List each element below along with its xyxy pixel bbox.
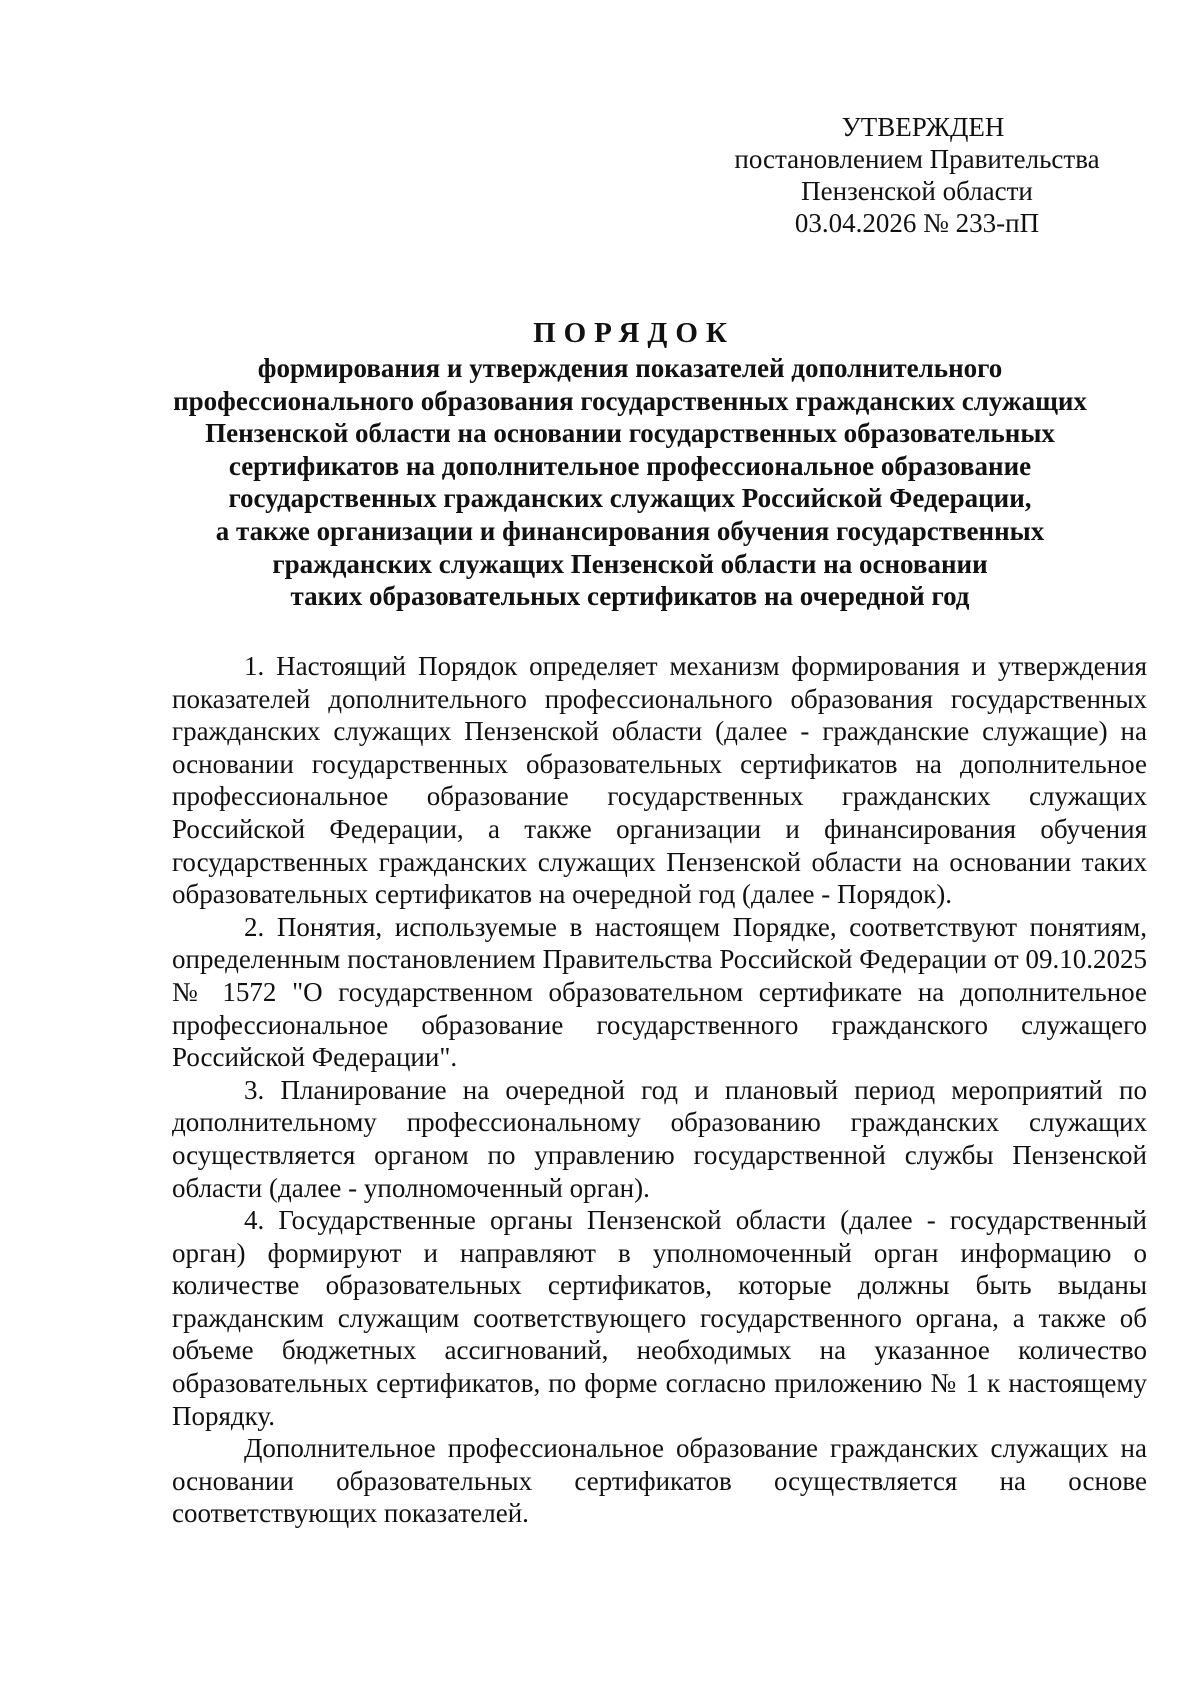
approval-region: Пензенской области xyxy=(801,176,1033,206)
approval-by: постановлением Правительства xyxy=(734,144,1100,174)
paragraph-2: 2. Понятия, используемые в настоящем Порядке, соответствуют понятиям, определенным постановлением Правительства Российской Федерации от 09.10.2025 № 1572 "О государственном образовательном сертификате на дополнительное профессиональное образование государственного гражданского служащего Российской Федерации". xyxy=(172,911,1147,1073)
subtitle-line: а также организации и финансирования обучения государственных xyxy=(215,515,1045,546)
subtitle-line: Пензенской области на основании государственных образовательных xyxy=(205,418,1055,449)
paragraph-3: 3. Планирование на очередной год и плановый период мероприятий по дополнительному профессиональному образованию гражданских служащих осуществляется органом по управлению государственной службы Пензенской области (далее - уполномоченный орган). xyxy=(172,1074,1147,1203)
paragraph-1: 1. Настоящий Порядок определяет механизм формирования и утверждения показателей дополнительного профессионального образования государственных гражданских служащих Пензенской области (далее - гражданские служащие) на основании государственных образовательных сертификатов на дополнительное профессиональное образование государственных гражданских служащих Российской Федерации, а также организации и финансирования обучения государственных гражданских служащих Пензенской области на основании таких образовательных сертификатов на очередной год (далее - Порядок). xyxy=(172,651,1147,910)
document-body xyxy=(172,650,1147,1530)
subtitle-line: гражданских служащих Пензенской области на основании xyxy=(272,548,988,579)
approval-heading: УТВЕРЖДЕН xyxy=(841,112,1005,142)
subtitle-line: формирования и утверждения показателей дополнительного xyxy=(257,353,1003,383)
subtitle-line: таких образовательных сертификатов на очередной год xyxy=(290,581,970,612)
document-subtitle xyxy=(130,352,1130,613)
subtitle-line: профессионального образования государственных гражданских служащих xyxy=(173,385,1087,416)
document-title: ПОРЯДОК xyxy=(533,317,735,349)
paragraph-5: Дополнительное профессиональное образование гражданских служащих на основании образовательных сертификатов осуществляется на основе соответствующих показателей. xyxy=(172,1433,1147,1529)
document-title-block xyxy=(130,316,1130,613)
approval-date-number: 03.04.2026 № 233-пП xyxy=(794,208,1040,238)
paragraph-4: 4. Государственные органы Пензенской области (далее - государственный орган) формируют и направляют в уполномоченный орган информацию о количестве образовательных сертификатов, которые должны быть выданы гражданским служащим соответствующего государственного органа, а также об объеме бюджетных ассигнований, необходимых на указанное количество образовательных сертификатов, по форме согласно приложению № 1 к настоящему Порядку. xyxy=(172,1205,1147,1431)
subtitle-line: сертификатов на дополнительное профессиональное образование xyxy=(228,450,1032,481)
subtitle-line: государственных гражданских служащих Российской Федерации, xyxy=(228,483,1032,514)
approval-stamp xyxy=(712,111,1122,239)
